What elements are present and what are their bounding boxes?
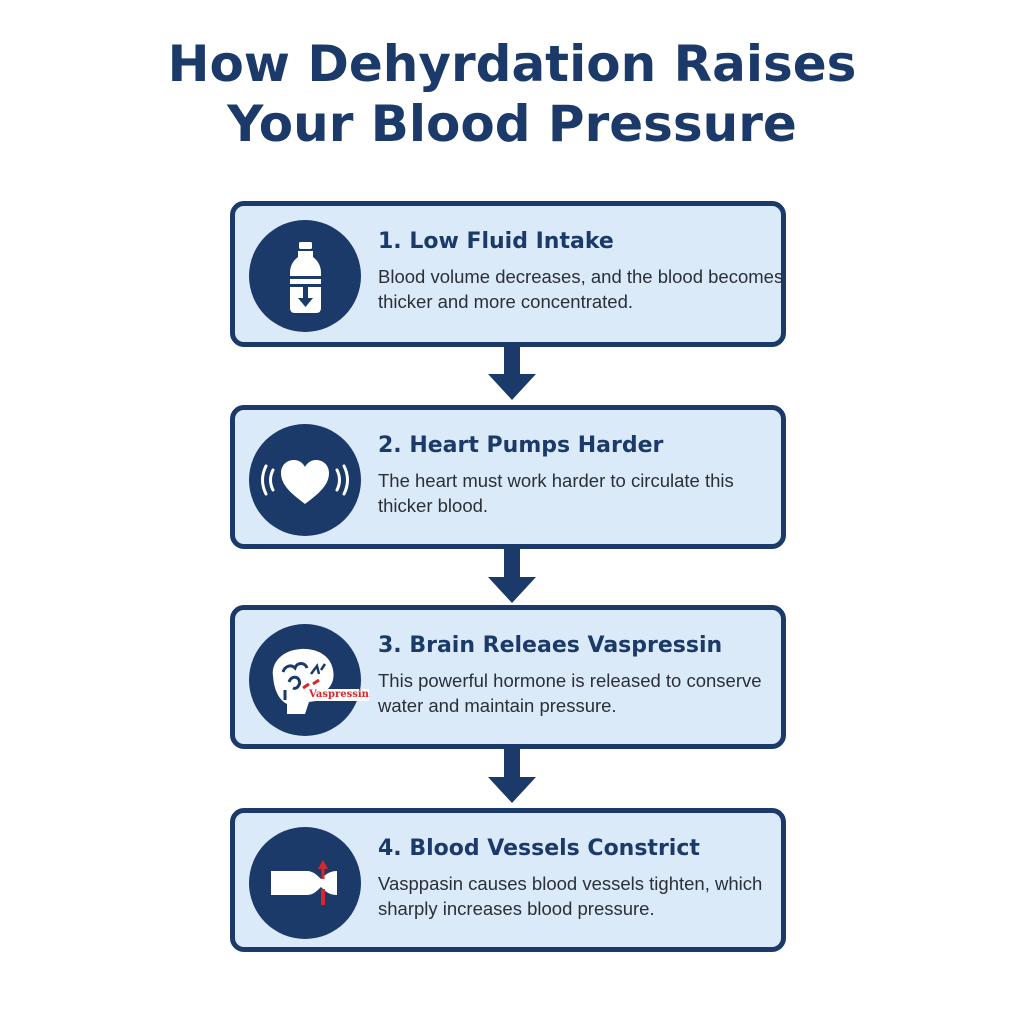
step-heading: 4. Blood Vessels Constrict (378, 836, 700, 861)
title-line-2: Your Blood Pressure (227, 95, 797, 153)
step-heading: 1. Low Fluid Intake (378, 229, 614, 254)
step-card-brain-releases-vasopressin (230, 605, 786, 749)
step-heading: 2. Heart Pumps Harder (378, 433, 664, 458)
down-arrow-icon (486, 346, 538, 402)
constricting-vessel-icon (249, 827, 361, 939)
down-arrow-icon (486, 549, 538, 605)
step-description: Blood volume decreases, and the blood becomes thicker and more concentrated. (378, 266, 784, 312)
step-card-heart-pumps-harder (230, 405, 786, 549)
step-description: Vasppasin causes blood vessels tighten, which sharply increases blood pressure. (378, 873, 763, 919)
down-arrow-icon (486, 749, 538, 805)
vasopressin-icon-label: Vaspressin (309, 689, 369, 700)
title-line-1: How Dehyrdation Raises (167, 35, 857, 93)
beating-heart-icon (249, 424, 361, 536)
water-bottle-down-icon (249, 220, 361, 332)
brain-head-icon (249, 624, 369, 736)
step-card-low-fluid-intake (230, 201, 786, 347)
step-description: This powerful hormone is released to conserve water and maintain pressure. (378, 670, 762, 716)
step-card-blood-vessels-constrict (230, 808, 786, 952)
page-title (0, 34, 1024, 154)
step-heading: 3. Brain Releaes Vaspressin (378, 633, 723, 658)
step-description: The heart must work harder to circulate this thicker blood. (378, 470, 734, 516)
